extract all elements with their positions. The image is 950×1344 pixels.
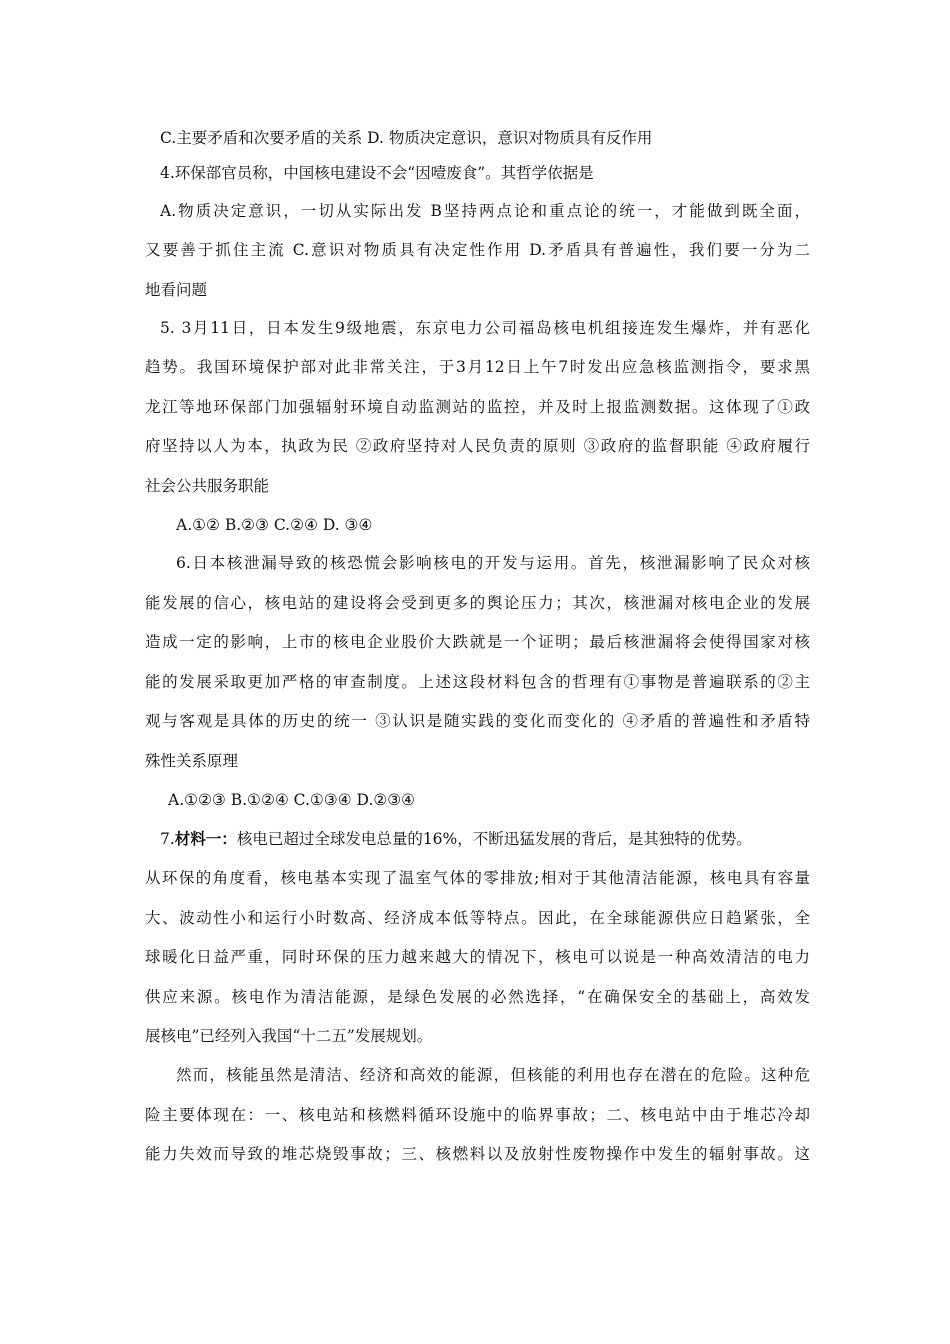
- text-line: 能的发展采取更加严格的审查制度。上述这段材料包含的哲理有①事物是普遍联系的②主: [145, 673, 810, 691]
- text-line: 府坚持以人为本，执政为民 ②政府坚持对人民负责的原则 ③政府的监督职能 ④政府履行: [145, 437, 810, 455]
- text-segment: 核电已超过全球发电总量的16%，不断迅猛发展的背后，是其独特的优势。: [236, 830, 752, 848]
- text-line: 造成一定的影响，上市的核电企业股价大跌就是一个证明；最后核泄漏将会使得国家对核: [145, 633, 810, 651]
- text-line: 社会公共服务职能: [145, 477, 270, 495]
- text-line: 龙江等地环保部门加强辐射环境自动监测站的监控，并及时上报监测数据。这体现了①政: [145, 398, 810, 416]
- text-line: 观与客观是具体的历史的统一 ③认识是随实践的变化而变化的 ④矛盾的普遍性和矛盾特: [145, 712, 810, 730]
- text-line: 大、波动性小和运行小时数高、经济成本低等特点。因此，在全球能源供应日趋紧张，全: [145, 909, 810, 927]
- text-line-q7: [160, 829, 810, 849]
- text-line: 又要善于抓住主流 C.意识对物质具有决定性作用 D.矛盾具有普遍性，我们要一分为二: [145, 241, 810, 259]
- text-line: 能发展的信心，核电站的建设将会受到更多的舆论压力；其次，核泄漏对核电企业的发展: [145, 594, 810, 612]
- text-line: 殊性关系原理: [145, 752, 239, 770]
- text-line: 4.环保部官员称，中国核电建设不会“因噎废食”。其哲学依据是: [160, 164, 594, 182]
- text-line: 球暖化日益严重，同时环保的压力越来越大的情况下，核电可以说是一种高效清洁的电力: [145, 948, 810, 966]
- material-label: 材料一：: [174, 829, 237, 848]
- text-line: 供应来源。核电作为清洁能源，是绿色发展的必然选择，“在确保安全的基础上，高效发: [145, 988, 810, 1006]
- answer-options: A.①② B.②③ C.②④ D. ③④: [176, 516, 373, 534]
- answer-options: A.①②③ B.①②④ C.①③④ D.②③④: [168, 791, 416, 809]
- text-line: 险主要体现在：一、核电站和核燃料循环设施中的临界事故；二、核电站中由于堆芯冷却: [145, 1106, 810, 1124]
- text-line: 能力失效而导致的堆芯烧毁事故；三、核燃料以及放射性废物操作中发生的辐射事故。这: [145, 1145, 810, 1163]
- text-line: A.物质决定意识，一切从实际出发 B坚持两点论和重点论的统一，才能做到既全面，: [160, 202, 810, 220]
- text-line: 地看问题: [145, 281, 208, 299]
- text-line: 趋势。我国环境保护部对此非常关注，于3月12日上午7时发出应急核监测指令，要求黑: [145, 358, 810, 376]
- text-line: 展核电”已经列入我国“十二五”发展规划。: [145, 1027, 433, 1045]
- text-line: 从环保的角度看，核电基本实现了温室气体的零排放;相对于其他清洁能源，核电具有容量: [145, 869, 810, 887]
- text-line: 然而，核能虽然是清洁、经济和高效的能源，但核能的利用也存在潜在的危险。这种危: [176, 1066, 810, 1084]
- question-number: 7.: [160, 830, 175, 848]
- text-line: 6.日本核泄漏导致的核恐慌会影响核电的开发与运用。首先，核泄漏影响了民众对核: [176, 554, 810, 572]
- text-line: 5. 3月11日，日本发生9级地震，东京电力公司福岛核电机组接连发生爆炸，并有恶化: [160, 319, 810, 337]
- text-line: C.主要矛盾和次要矛盾的关系 D. 物质决定意识，意识对物质具有反作用: [160, 129, 653, 147]
